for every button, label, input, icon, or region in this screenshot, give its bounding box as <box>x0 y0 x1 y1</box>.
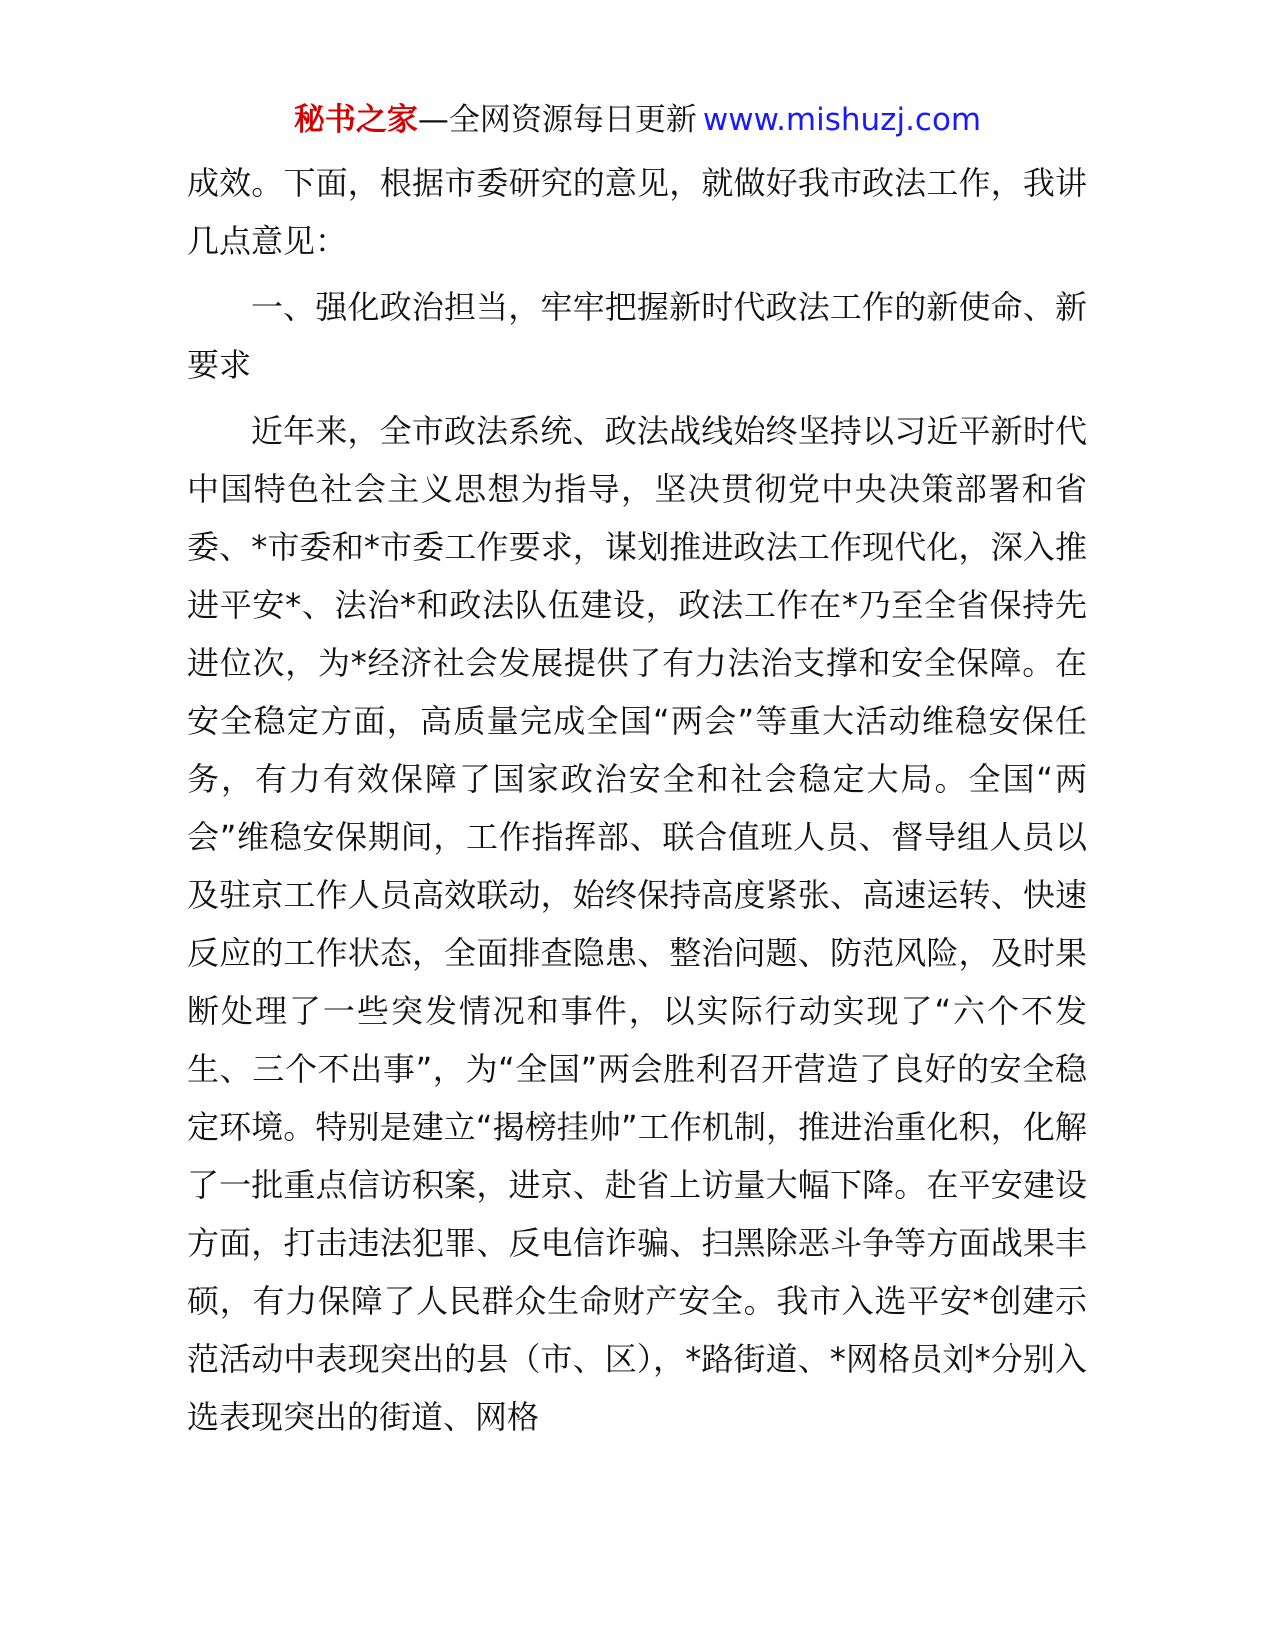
section-heading: 一、强化政治担当，牢牢把握新时代政法工作的新使命、新要求 <box>187 288 1087 384</box>
paragraph-continuation: 成效。下面，根据市委研究的意见，就做好我市政法工作，我讲几点意见： <box>187 164 1087 260</box>
site-url-link[interactable]: www.mishuzj.com <box>702 102 982 138</box>
document-body <box>187 154 1087 1446</box>
paragraph-body: 近年来，全市政法系统、政法战线始终坚持以习近平新时代中国特色社会主义思想为指导，坚决贯彻党中央决策部署和省委、*市委和*市委工作要求，谋划推进政法工作现代化，深入推进平安*、法治*和政法队伍建设，政法工作在*乃至全省保持先进位次，为*经济社会发展提供了有力法治支撑和安全保障。在安全稳定方面，高质量完成全国“两会”等重大活动维稳安保任务，有力有效保障了国家政治安全和社会稳定大局。全国“两会”维稳安保期间，工作指挥部、联合值班人员、督导组人员以及驻京工作人员高效联动，始终保持高度紧张、高速运转、快速反应的工作状态，全面排查隐患、整治问题、防范风险，及时果断处理了一些突发情况和事件，以实际行动实现了“六个不发生、三个不出事”，为“全国”两会胜利召开营造了良好的安全稳定环境。特别是建立“揭榜挂帅”工作机制，推进治重化积，化解了一批重点信访积案，进京、赴省上访量大幅下降。在平安建设方面，打击违法犯罪、反电信诈骗、扫黑除恶斗争等方面战果丰硕，有力保障了人民群众生命财产安全。我市入选平安*创建示范活动中表现突出的县（市、区），*路街道、*网格员刘*分别入选表现突出的街道、网格 <box>187 412 1087 1436</box>
brand-name: 秘书之家 <box>293 102 418 138</box>
page-header <box>0 100 1275 140</box>
header-tagline: —全网资源每日更新 <box>417 102 697 138</box>
